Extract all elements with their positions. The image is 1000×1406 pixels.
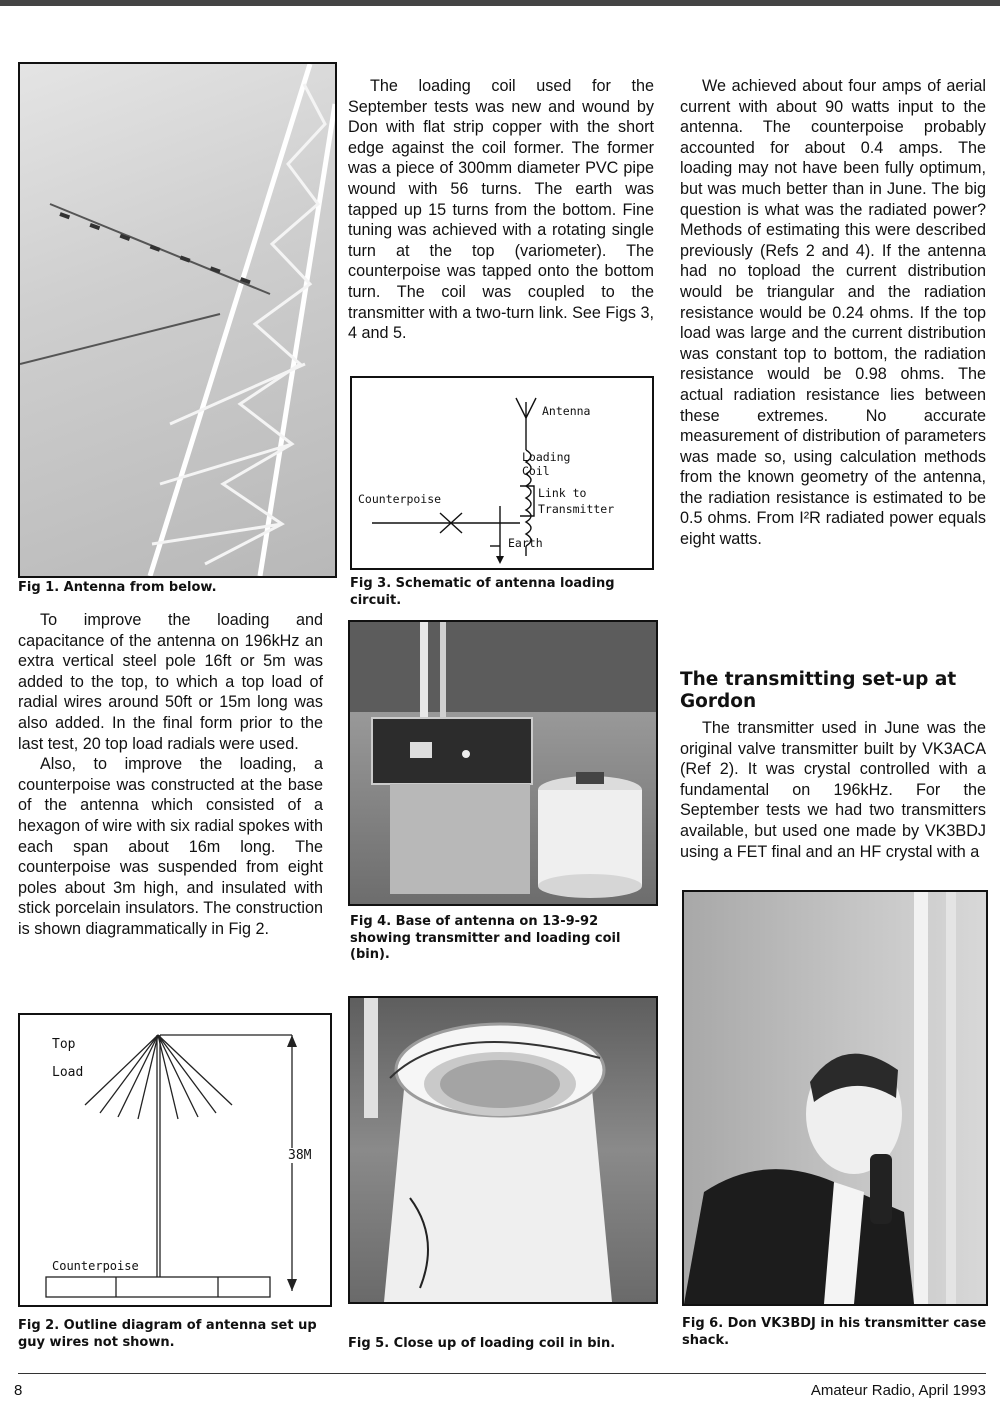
section-heading: The transmitting set-up at Gordon — [680, 669, 957, 712]
fig2-caption: Fig 2. Outline diagram of antenna set up guy wires not shown. — [18, 1318, 317, 1350]
top-edge-band — [0, 0, 1000, 6]
col3-paragraph-2: The transmitter used in June was the original valve transmitter built by VK3ACA (Ref 2). It was crystal controlled with a fundamental on 196kHz. For the September tests we had two transmitters available, but used one made by VK3BDJ using a FET final and an HF crystal with a — [680, 719, 986, 861]
col1-paragraph-2: Also, to improve the loading, a counterpoise was constructed at the base of the antenna which consisted of a hexagon of wire with six radial spokes with each span about 16m long. The counterpoise was suspended from eight poles about 3m high, and insulated with stick porcelain insulators. The construction is shown diagrammatically in Fig 2. — [18, 755, 324, 938]
fig3-caption: Fig 3. Schematic of antenna loading circuit. — [350, 576, 615, 608]
fig2-label-height: 38M — [288, 1148, 312, 1163]
fig6-caption: Fig 6. Don VK3BDJ in his transmitter case shack. — [682, 1316, 987, 1348]
col1-paragraph-1: To improve the loading and capacitance of the antenna on 196kHz an extra vertical steel pole 16ft or 5m was added to the top, to which a top load of radial wires around 50ft or 15m long was also added. In the final form prior to the last test, 20 top load radials were used. — [18, 611, 323, 753]
fig5-loading-coil-photo — [348, 996, 658, 1304]
col2-paragraph-1: The loading coil used for the September tests was new and wound by Don with flat strip copper with the short edge against the coil former. The former was a piece of 300mm diameter PVC pipe wound with 56 turns. The earth was tapped up 15 turns from the bottom. Fine tuning was achieved with a rotating single turn at the top (variometer). The counterpoise was tapped onto the bottom turn. The coil was coupled to the transmitter with a two-turn link. See Figs 3, 4 and 5. — [348, 77, 654, 343]
fig1-antenna-photo — [18, 62, 337, 578]
fig4-caption: Fig 4. Base of antenna on 13-9-92 showing transmitter and loading coil (bin). — [350, 914, 621, 962]
fig2-label-top: Top — [52, 1037, 76, 1052]
fig3-label-antenna: Antenna — [542, 404, 591, 418]
fig4-transmitter-photo — [348, 620, 658, 906]
loading-circuit-schematic — [352, 378, 652, 568]
fig3-label-loading: Loading — [522, 450, 571, 464]
fig2-label-counterpoise: Counterpoise — [52, 1259, 139, 1273]
footer-rule — [18, 1373, 986, 1374]
fig3-label-transmitter: Transmitter — [538, 502, 615, 516]
fig2-label-load: Load — [52, 1065, 84, 1080]
operator-at-microphone-icon — [684, 892, 986, 1304]
fig3-label-counterpoise: Counterpoise — [358, 492, 442, 506]
fig2-outline-diagram — [18, 1013, 332, 1307]
page-number: 8 — [14, 1382, 23, 1399]
antenna-tower-icon — [20, 64, 335, 576]
fig3-label-link: Link to — [538, 486, 587, 500]
fig3-label-coil: Coil — [522, 464, 550, 478]
magazine-issue: Amateur Radio, April 1993 — [810, 1382, 986, 1399]
fig1-caption: Fig 1. Antenna from below. — [18, 580, 217, 595]
fig3-label-earth: Earth — [508, 536, 543, 550]
col3-paragraph-1: We achieved about four amps of aerial current with about 90 watts input to the antenna. The counterpoise probably accounted for about 0.4 amps. The loading may not have been fully optimum, but was much better than in June. The big question is what was the radiated power? Methods of estimating this were described previously (Refs 2 and 4). If the antenna had no topload the current distribution would be triangular and the radiation resistance would be 0.24 ohms. If the top load was large and the current distribution was constant top to bottom, the radiation resistance would be 0.98 ohms. The actual radiation resistance lies between these extremes. No accurate measurement of distribution of parameters was made so, using calculation methods from the known geometry of the antenna, the radiation resistance is estimated to be 0.5 ohms. From I²R radiated power equals eight watts. — [680, 77, 986, 549]
fig6-shack-photo — [682, 890, 988, 1306]
transmitter-and-bin-icon — [350, 622, 656, 904]
fig3-schematic — [350, 376, 654, 570]
coil-in-bin-icon — [350, 998, 656, 1302]
fig5-caption: Fig 5. Close up of loading coil in bin. — [348, 1336, 616, 1351]
